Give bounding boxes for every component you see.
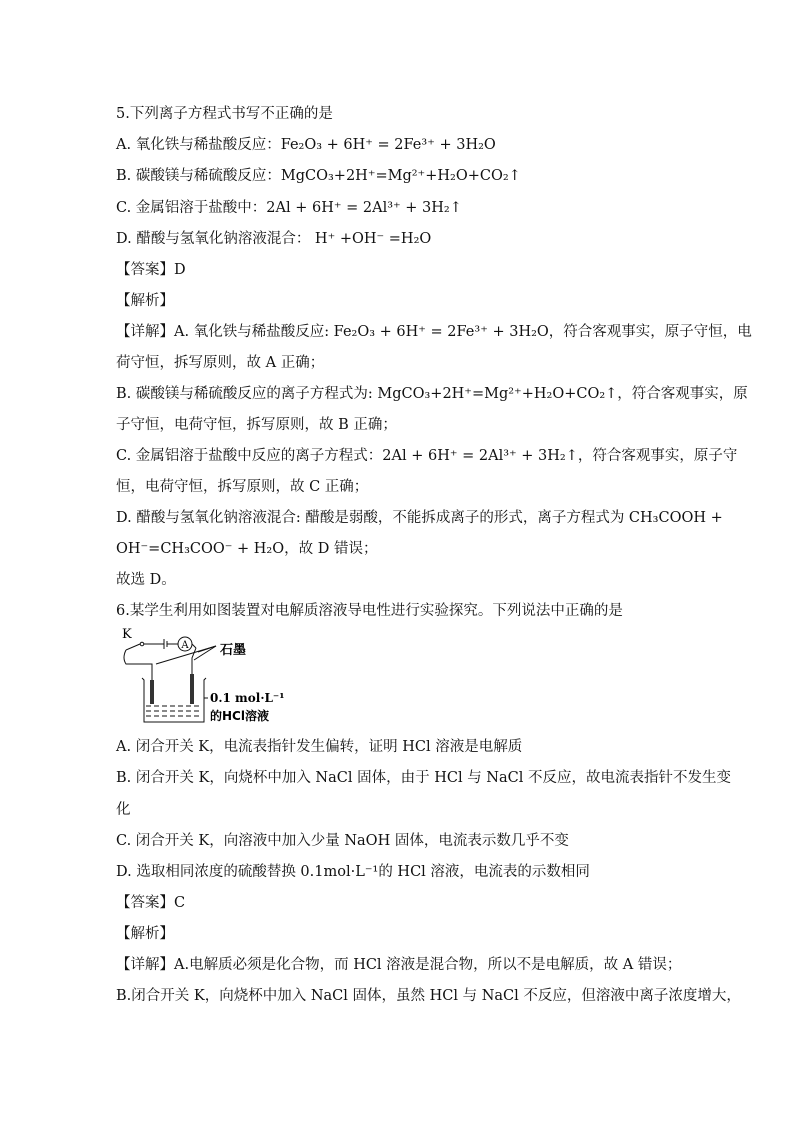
- solution-label: 的HCl溶液: [210, 709, 269, 723]
- label-pointer-2: [194, 646, 216, 660]
- graphite-electrode-right: [190, 674, 194, 704]
- q6-option-b-cont: 化: [116, 802, 131, 818]
- q5-detail-line: 【详解】A. 氧化铁与稀盐酸反应: Fe₂O₃ + 6H⁺ = 2Fe³⁺ + 3H₂O，符合客观事实，原子守恒，电: [116, 324, 752, 340]
- q6-stem: 6.某学生利用如图装置对电解质溶液导电性进行实验探究。下列说法中正确的是: [116, 603, 623, 619]
- q5-option-d: D. 醋酸与氢氧化钠溶液混合： H⁺ +OH⁻ =H₂O: [116, 231, 432, 247]
- switch-lever: [126, 644, 140, 650]
- q6-option-d: D. 选取相同浓度的硫酸替换 0.1mol·L⁻¹的 HCl 溶液，电流表的示数相同: [116, 864, 590, 880]
- ammeter-label: A: [181, 640, 189, 651]
- q5-detail-line: B. 碳酸镁与稀硫酸反应的离子方程式为: MgCO₃+2H⁺=Mg²⁺+H₂O+CO₂↑，符合客观事实，原: [116, 386, 748, 402]
- apparatus-figure: [112, 628, 302, 728]
- electrode-label: 石墨: [220, 643, 247, 658]
- concentration-label: 0.1 mol·L⁻¹: [210, 691, 285, 705]
- q6-option-a: A. 闭合开关 K，电流表指针发生偏转，证明 HCl 溶液是电解质: [116, 739, 523, 755]
- q5-option-c: C. 金属铝溶于盐酸中：2Al + 6H⁺ = 2Al³⁺ + 3H₂↑: [116, 200, 462, 216]
- q5-conclusion: 故选 D。: [116, 572, 176, 588]
- switch-label: K: [122, 628, 132, 642]
- q5-detail-line: OH⁻=CH₃COO⁻ + H₂O，故 D 错误；: [116, 541, 378, 557]
- q6-detail-line: B.闭合开关 K，向烧杯中加入 NaCl 固体，虽然 HCl 与 NaCl 不反应，但溶液中离子浓度增大，: [116, 988, 741, 1004]
- conductivity-apparatus-diagram: [112, 628, 302, 728]
- q5-detail-line: 子守恒，电荷守恒，拆写原则，故 B 正确；: [116, 417, 397, 433]
- q5-stem: 5.下列离子方程式书写不正确的是: [116, 106, 333, 122]
- q6-option-b: B. 闭合开关 K，向烧杯中加入 NaCl 固体，由于 HCl 与 NaCl 不反应，故电流表指针不发生变: [116, 770, 731, 786]
- q5-analysis-label: 【解析】: [116, 293, 174, 309]
- q6-option-c: C. 闭合开关 K，向溶液中加入少量 NaOH 固体，电流表示数几乎不变: [116, 833, 569, 849]
- q5-detail-line: C. 金属铝溶于盐酸中反应的离子方程式：2Al + 6H⁺ = 2Al³⁺ + 3H₂↑，符合客观事实，原子守: [116, 448, 738, 464]
- solution-lines: [146, 706, 202, 716]
- q6-detail-line: 【详解】A.电解质必须是化合物，而 HCl 溶液是混合物，所以不是电解质，故 A 错误；: [116, 957, 682, 973]
- q5-option-a: A. 氧化铁与稀盐酸反应：Fe₂O₃ + 6H⁺ = 2Fe³⁺ + 3H₂O: [116, 137, 496, 153]
- q5-detail-line: 荷守恒，拆写原则，故 A 正确；: [116, 355, 325, 371]
- q5-answer: 【答案】D: [116, 262, 186, 278]
- q6-answer: 【答案】C: [116, 895, 186, 911]
- wire-from-ammeter: [192, 644, 196, 648]
- q5-detail-line: 恒，电荷守恒，拆写原则，故 C 正确；: [116, 479, 369, 495]
- switch-contact: [140, 642, 144, 646]
- q5-detail-line: D. 醋酸与氢氧化钠溶液混合: 醋酸是弱酸，不能拆成离子的形式，离子方程式为 CH₃COOH +: [116, 510, 723, 526]
- q6-analysis-label: 【解析】: [116, 926, 174, 942]
- graphite-electrode-left: [150, 680, 154, 704]
- wire-left: [124, 650, 152, 698]
- q5-option-b: B. 碳酸镁与稀硫酸反应：MgCO₃+2H⁺=Mg²⁺+H₂O+CO₂↑: [116, 168, 521, 184]
